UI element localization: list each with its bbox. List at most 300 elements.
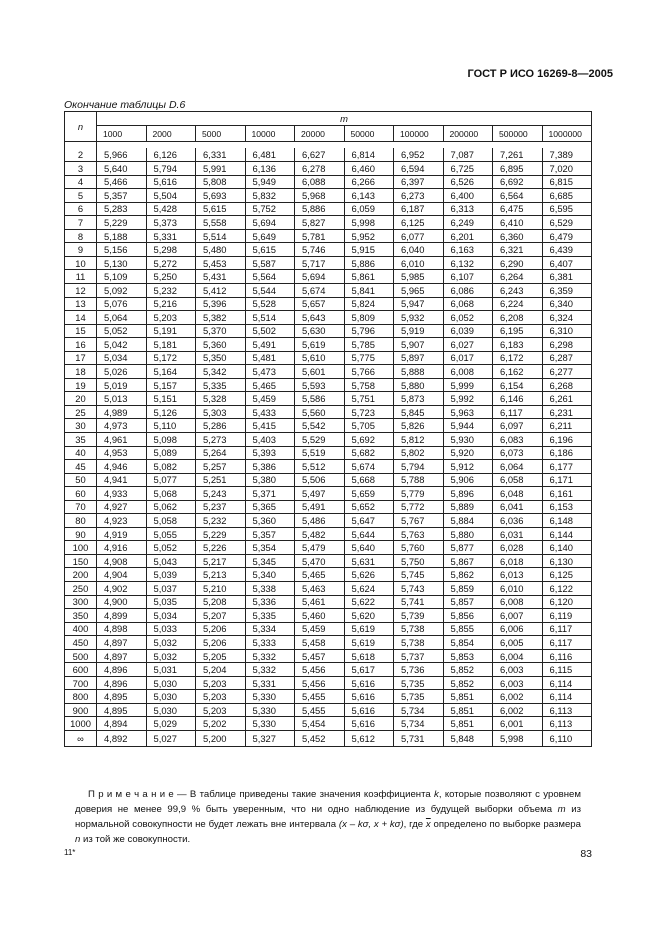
k-value-cell: 6,052 [443,311,493,325]
k-value-cell: 6,002 [493,690,543,704]
k-value-cell: 5,243 [196,487,246,501]
k-value-cell: 5,832 [245,189,295,203]
k-value-cell: 5,877 [443,541,493,555]
table-row [65,175,592,189]
k-value-cell: 6,321 [493,243,543,257]
k-value-cell: 6,005 [493,636,543,650]
k-value-cell: 6,017 [443,351,493,365]
n-value-cell: 5 [65,189,97,203]
k-value-cell: 5,915 [344,243,394,257]
k-value-cell: 6,064 [493,460,543,474]
k-value-cell: 5,334 [245,622,295,636]
n-value-cell: 6 [65,202,97,216]
k-value-cell: 6,186 [542,446,592,460]
k-value-cell: 6,039 [443,324,493,338]
k-value-cell: 6,116 [542,649,592,663]
k-value-cell: 4,927 [97,500,147,514]
k-value-cell: 5,919 [394,324,444,338]
n-value-cell: 150 [65,554,97,568]
k-value-cell: 5,371 [245,487,295,501]
k-value-cell: 6,154 [493,378,543,392]
k-value-cell: 4,902 [97,582,147,596]
k-value-cell: 5,204 [196,663,246,677]
k-value-cell: 5,455 [295,690,345,704]
k-value-cell: 6,360 [493,229,543,243]
k-value-cell: 5,794 [394,460,444,474]
k-value-cell: 6,952 [394,148,444,162]
k-value-cell: 6,261 [542,392,592,406]
k-value-cell: 4,892 [97,731,147,747]
k-value-cell: 5,396 [196,297,246,311]
k-value-cell: 5,205 [196,649,246,663]
m-value-header: 50000 [344,126,394,142]
k-value-cell: 5,350 [196,351,246,365]
k-value-cell: 7,020 [542,162,592,176]
k-value-cell: 5,037 [146,582,196,596]
n-value-cell: 200 [65,568,97,582]
k-value-cell: 5,647 [344,514,394,528]
k-value-cell: 5,273 [196,432,246,446]
k-value-cell: 5,737 [394,649,444,663]
k-value-cell: 5,030 [146,690,196,704]
k-value-cell: 4,989 [97,405,147,419]
k-value-cell: 6,115 [542,663,592,677]
n-value-cell: 1000 [65,717,97,731]
k-value-cell: 6,277 [542,365,592,379]
k-value-cell: 6,196 [542,432,592,446]
k-value-cell: 5,738 [394,622,444,636]
k-value-cell: 5,615 [196,202,246,216]
k-value-cell: 6,130 [542,554,592,568]
k-value-cell: 5,630 [295,324,345,338]
k-value-cell: 5,062 [146,500,196,514]
k-value-cell: 5,896 [443,487,493,501]
k-value-cell: 6,439 [542,243,592,257]
table-row [65,189,592,203]
table-row [65,636,592,650]
k-value-cell: 6,007 [493,609,543,623]
k-value-cell: 5,109 [97,270,147,284]
table-row [65,676,592,690]
k-value-cell: 5,743 [394,582,444,596]
k-value-cell: 6,073 [493,446,543,460]
k-value-cell: 5,880 [394,378,444,392]
k-value-cell: 6,264 [493,270,543,284]
k-value-cell: 6,331 [196,148,246,162]
k-value-cell: 5,735 [394,676,444,690]
k-value-cell: 5,884 [443,514,493,528]
k-value-cell: 6,132 [443,256,493,270]
k-value-cell: 5,852 [443,676,493,690]
n-value-cell: 450 [65,636,97,650]
k-value-cell: 5,486 [295,514,345,528]
k-value-cell: 6,004 [493,649,543,663]
n-value-cell: 80 [65,514,97,528]
k-value-cell: 6,211 [542,419,592,433]
k-value-cell: 6,685 [542,189,592,203]
n-value-cell: 900 [65,703,97,717]
k-value-cell: 6,290 [493,256,543,270]
k-value-cell: 5,897 [394,351,444,365]
n-value-cell: 45 [65,460,97,474]
k-value-cell: 4,898 [97,622,147,636]
table-row [65,703,592,717]
k-value-cell: 5,208 [196,595,246,609]
n-value-cell: 400 [65,622,97,636]
k-value-cell: 5,345 [245,554,295,568]
k-value-cell: 5,809 [344,311,394,325]
k-value-cell: 6,003 [493,676,543,690]
k-value-cell: 5,615 [245,243,295,257]
k-value-cell: 6,110 [542,731,592,747]
k-value-cell: 5,999 [443,378,493,392]
k-value-cell: 5,455 [295,703,345,717]
standard-designation: ГОСТ Р ИСО 16269-8—2005 [467,68,613,80]
table-row [65,473,592,487]
k-value-cell: 6,310 [542,324,592,338]
k-value-cell: 5,564 [245,270,295,284]
k-value-cell: 6,287 [542,351,592,365]
k-value-cell: 5,331 [146,229,196,243]
k-value-cell: 5,587 [245,256,295,270]
k-value-cell: 5,331 [245,676,295,690]
m-value-header: 20000 [295,126,345,142]
k-value-cell: 5,188 [97,229,147,243]
table-row [65,297,592,311]
k-value-cell: 6,249 [443,216,493,230]
k-value-cell: 5,741 [394,595,444,609]
k-value-cell: 6,224 [493,297,543,311]
k-value-cell: 5,705 [344,419,394,433]
k-value-cell: 5,052 [146,541,196,555]
k-value-cell: 5,618 [344,649,394,663]
k-value-cell: 5,052 [97,324,147,338]
k-value-cell: 5,039 [146,568,196,582]
n-value-cell: 25 [65,405,97,419]
k-value-cell: 5,286 [196,419,246,433]
k-value-cell: 5,480 [196,243,246,257]
m-header: m [97,112,592,126]
k-value-cell: 6,183 [493,338,543,352]
m-value-header: 200000 [443,126,493,142]
k-value-cell: 5,906 [443,473,493,487]
k-value-cell: 5,775 [344,351,394,365]
k-value-cell: 5,058 [146,514,196,528]
k-value-cell: 5,617 [344,663,394,677]
k-value-cell: 5,966 [97,148,147,162]
table-row [65,256,592,270]
k-value-cell: 5,206 [196,636,246,650]
k-value-cell: 5,454 [295,717,345,731]
k-value-cell: 6,059 [344,202,394,216]
table-row [65,663,592,677]
k-value-cell: 5,032 [146,636,196,650]
k-value-cell: 5,854 [443,636,493,650]
n-value-cell: 13 [65,297,97,311]
k-value-cell: 5,207 [196,609,246,623]
k-value-cell: 4,916 [97,541,147,555]
k-value-cell: 5,035 [146,595,196,609]
k-value-cell: 4,941 [97,473,147,487]
k-value-cell: 5,779 [394,487,444,501]
k-value-cell: 6,814 [344,148,394,162]
k-value-cell: 5,412 [196,283,246,297]
k-value-cell: 6,268 [542,378,592,392]
k-value-cell: 4,894 [97,717,147,731]
k-value-cell: 4,900 [97,595,147,609]
k-value-cell: 5,738 [394,636,444,650]
k-value-cell: 6,077 [394,229,444,243]
k-value-cell: 5,963 [443,405,493,419]
k-value-cell: 5,852 [443,663,493,677]
table-row [65,405,592,419]
k-value-cell: 5,403 [245,432,295,446]
k-value-cell: 5,283 [97,202,147,216]
k-value-cell: 5,465 [245,378,295,392]
k-value-cell: 5,203 [196,703,246,717]
k-value-cell: 5,237 [196,500,246,514]
k-value-cell: 5,674 [344,460,394,474]
k-value-cell: 5,470 [295,554,345,568]
k-value-cell: 5,619 [295,338,345,352]
k-value-cell: 6,010 [394,256,444,270]
k-value-cell: 5,751 [344,392,394,406]
k-value-cell: 5,465 [295,568,345,582]
k-value-cell: 5,380 [245,473,295,487]
table-row [65,500,592,514]
k-value-cell: 5,251 [196,473,246,487]
k-value-cell: 5,019 [97,378,147,392]
table-row [65,148,592,162]
k-value-cell: 5,616 [146,175,196,189]
table-row [65,216,592,230]
k-value-cell: 5,456 [295,676,345,690]
k-value-cell: 4,923 [97,514,147,528]
k-value-cell: 5,739 [394,609,444,623]
k-value-cell: 5,272 [146,256,196,270]
k-value-cell: 5,229 [196,527,246,541]
k-value-cell: 6,143 [344,189,394,203]
table-note: П р и м е ч а н и е — В таблице приведены такие значения коэффициента k, которые позволяют с уровнем доверия не менее 99,9 % быть уверенным, что ни одно наблюдение из будущей выборки объема m из нормальной совокупности не будет лежать вне интервала (x – kσ, x + kσ), где $\overline{x}$ определено по выборке размера n из той же совокупности. [75,789,581,845]
k-value-cell: 5,457 [295,649,345,663]
k-value-cell: 5,616 [344,703,394,717]
k-value-cell: 6,359 [542,283,592,297]
table-row [65,487,592,501]
k-value-cell: 6,097 [493,419,543,433]
k-value-cell: 5,200 [196,731,246,747]
k-value-cell: 5,873 [394,392,444,406]
n-value-cell: 30 [65,419,97,433]
k-value-cell: 6,266 [344,175,394,189]
k-value-cell: 5,734 [394,703,444,717]
k-value-cell: 5,841 [344,283,394,297]
n-value-cell: 11 [65,270,97,284]
table-row [65,283,592,297]
k-value-cell: 5,433 [245,405,295,419]
k-value-cell: 5,542 [295,419,345,433]
table-row [65,595,592,609]
k-value-cell: 5,985 [394,270,444,284]
n-value-cell: 3 [65,162,97,176]
k-value-cell: 5,089 [146,446,196,460]
k-value-cell: 6,117 [493,405,543,419]
k-value-cell: 5,030 [146,676,196,690]
k-value-cell: 5,335 [196,378,246,392]
k-value-cell: 5,428 [146,202,196,216]
k-value-cell: 5,736 [394,663,444,677]
k-value-cell: 5,029 [146,717,196,731]
k-value-cell: 5,076 [97,297,147,311]
k-value-cell: 5,164 [146,365,196,379]
k-value-cell: 5,226 [196,541,246,555]
table-row [65,446,592,460]
k-value-cell: 6,692 [493,175,543,189]
k-value-cell: 5,491 [295,500,345,514]
n-value-cell: 4 [65,175,97,189]
k-value-cell: 5,491 [245,338,295,352]
k-value-cell: 4,904 [97,568,147,582]
k-value-cell: 6,171 [542,473,592,487]
n-value-cell: 2 [65,148,97,162]
k-value-cell: 5,907 [394,338,444,352]
table-row [65,554,592,568]
k-value-cell: 4,946 [97,460,147,474]
k-value-cell: 6,273 [394,189,444,203]
k-value-cell: 5,479 [295,541,345,555]
k-value-cell: 6,107 [443,270,493,284]
k-value-cell: 5,912 [443,460,493,474]
n-value-cell: 800 [65,690,97,704]
k-value-cell: 5,952 [344,229,394,243]
k-value-cell: 4,897 [97,636,147,650]
m-value-header: 100000 [394,126,444,142]
k-value-cell: 6,008 [493,595,543,609]
k-value-cell: 5,760 [394,541,444,555]
k-value-cell: 5,055 [146,527,196,541]
table-row [65,582,592,596]
k-value-cell: 5,459 [245,392,295,406]
table-row [65,351,592,365]
k-value-cell: 6,153 [542,500,592,514]
coefficient-table [64,111,592,747]
k-value-cell: 5,481 [245,351,295,365]
k-value-cell: 6,010 [493,582,543,596]
k-value-cell: 5,519 [295,446,345,460]
k-value-cell: 5,593 [295,378,345,392]
k-value-cell: 5,453 [196,256,246,270]
k-value-cell: 5,851 [443,703,493,717]
k-value-cell: 6,003 [493,663,543,677]
k-value-cell: 5,694 [295,270,345,284]
k-value-cell: 5,746 [295,243,345,257]
k-value-cell: 5,920 [443,446,493,460]
k-value-cell: 5,340 [245,568,295,582]
k-value-cell: 7,261 [493,148,543,162]
k-value-cell: 5,504 [146,189,196,203]
k-value-cell: 5,203 [146,311,196,325]
n-value-cell: 10 [65,256,97,270]
k-value-cell: 4,895 [97,690,147,704]
k-value-cell: 5,649 [245,229,295,243]
k-value-cell: 5,652 [344,500,394,514]
n-value-cell: 90 [65,527,97,541]
k-value-cell: 6,163 [443,243,493,257]
k-value-cell: 5,781 [295,229,345,243]
k-value-cell: 5,202 [196,717,246,731]
k-value-cell: 6,031 [493,527,543,541]
k-value-cell: 6,148 [542,514,592,528]
k-value-cell: 5,298 [146,243,196,257]
k-value-cell: 4,919 [97,527,147,541]
n-value-cell: 600 [65,663,97,677]
m-value-header: 1000000 [542,126,592,142]
k-value-cell: 5,514 [196,229,246,243]
k-value-cell: 5,328 [196,392,246,406]
k-value-cell: 5,558 [196,216,246,230]
k-value-cell: 5,431 [196,270,246,284]
k-value-cell: 5,616 [344,690,394,704]
k-value-cell: 5,034 [97,351,147,365]
k-value-cell: 5,064 [97,311,147,325]
k-value-cell: 5,514 [245,311,295,325]
k-value-cell: 5,752 [245,202,295,216]
k-value-cell: 5,767 [394,514,444,528]
k-value-cell: 5,888 [394,365,444,379]
k-value-cell: 6,068 [443,297,493,311]
n-value-cell: 7 [65,216,97,230]
k-value-cell: 5,610 [295,351,345,365]
k-value-cell: 6,125 [394,216,444,230]
k-value-cell: 5,886 [344,256,394,270]
k-value-cell: 5,867 [443,554,493,568]
k-value-cell: 5,082 [146,460,196,474]
k-value-cell: 5,827 [295,216,345,230]
k-value-cell: 5,098 [146,432,196,446]
k-value-cell: 6,313 [443,202,493,216]
k-value-cell: 4,897 [97,649,147,663]
k-value-cell: 6,013 [493,568,543,582]
k-value-cell: 5,042 [97,338,147,352]
k-value-cell: 6,595 [542,202,592,216]
n-value-cell: 14 [65,311,97,325]
k-value-cell: 6,201 [443,229,493,243]
k-value-cell: 6,027 [443,338,493,352]
k-value-cell: 5,032 [146,649,196,663]
k-value-cell: 6,083 [493,432,543,446]
n-value-cell: 9 [65,243,97,257]
k-value-cell: 5,365 [245,500,295,514]
k-value-cell: 5,631 [344,554,394,568]
k-value-cell: 6,088 [295,175,345,189]
n-value-cell: 500 [65,649,97,663]
k-value-cell: 6,040 [394,243,444,257]
k-value-cell: 5,616 [344,676,394,690]
table-row [65,270,592,284]
k-value-cell: 6,397 [394,175,444,189]
k-value-cell: 6,125 [542,568,592,582]
k-value-cell: 5,802 [394,446,444,460]
k-value-cell: 5,327 [245,731,295,747]
k-value-cell: 6,208 [493,311,543,325]
k-value-cell: 5,717 [295,256,345,270]
k-value-cell: 5,880 [443,527,493,541]
k-value-cell: 5,330 [245,690,295,704]
k-value-cell: 5,992 [443,392,493,406]
k-value-cell: 5,619 [344,636,394,650]
k-value-cell: 5,031 [146,663,196,677]
k-value-cell: 5,640 [344,541,394,555]
table-row [65,731,592,747]
